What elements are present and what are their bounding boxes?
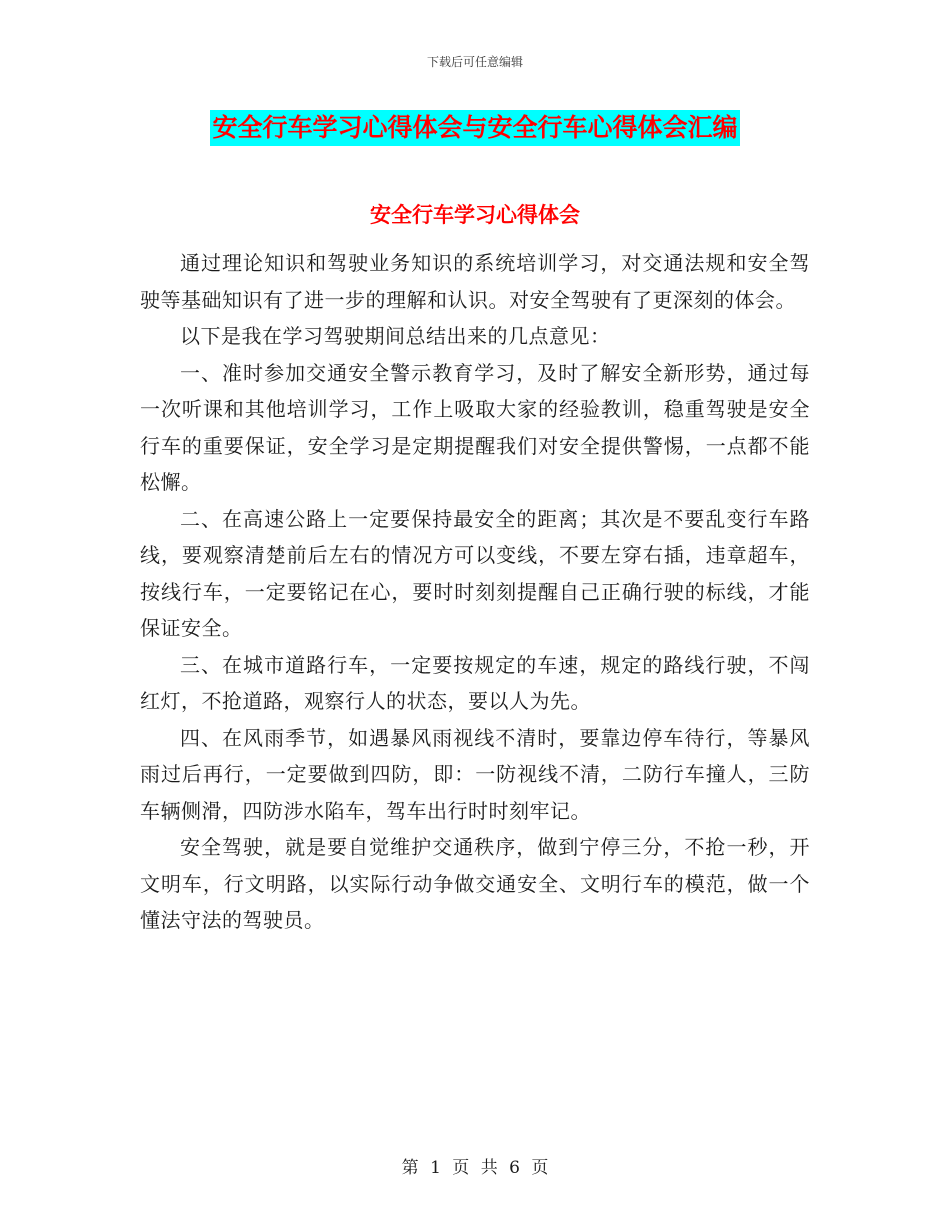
paragraph-1: 通过理论知识和驾驶业务知识的系统培训学习，对交通法规和安全驾驶等基础知识有了进一步的理解和认识。对安全驾驶有了更深刻的体会。 [140,251,810,312]
main-title-wrap [0,110,950,146]
section-title: 安全行车学习心得体会 [370,203,580,227]
header-note: 下载后可任意编辑 [426,55,523,69]
paragraph-2: 以下是我在学习驾驶期间总结出来的几点意见： [180,324,611,348]
paragraph-3: 一、准时参加交通安全警示教育学习，及时了解安全新形势，通过每一次听课和其他培训学习，工作上吸取大家的经验教训，稳重驾驶是安全行车的重要保证，安全学习是定期提醒我们对安全提供警惕，一点都不能松懈。 [140,360,810,494]
main-title: 安全行车学习心得体会与安全行车心得体会汇编 [210,110,739,146]
page-footer: 第 1 页 共 6 页 [401,1158,549,1178]
paragraph-4: 二、在高速公路上一定要保持最安全的距离；其次是不要乱变行车路线，要观察清楚前后左右的情况方可以变线，不要左穿右插，违章超车，按线行车，一定要铭记在心，要时时刻刻提醒自己正确行驶的标线，才能保证安全。 [140,506,810,640]
body-text [140,245,810,939]
paragraph-5: 三、在城市道路行车，一定要按规定的车速，规定的路线行驶，不闯红灯，不抢道路，观察行人的状态，要以人为先。 [140,652,810,713]
paragraph-6: 四、在风雨季节，如遇暴风雨视线不清时，要靠边停车待行，等暴风雨过后再行，一定要做到四防，即：一防视线不清，二防行车撞人，三防车辆侧滑，四防涉水陷车，驾车出行时时刻牢记。 [140,725,810,823]
paragraph-7: 安全驾驶，就是要自觉维护交通秩序，做到宁停三分，不抢一秒，开文明车，行文明路，以实际行动争做交通安全、文明行车的模范，做一个懂法守法的驾驶员。 [140,835,810,932]
